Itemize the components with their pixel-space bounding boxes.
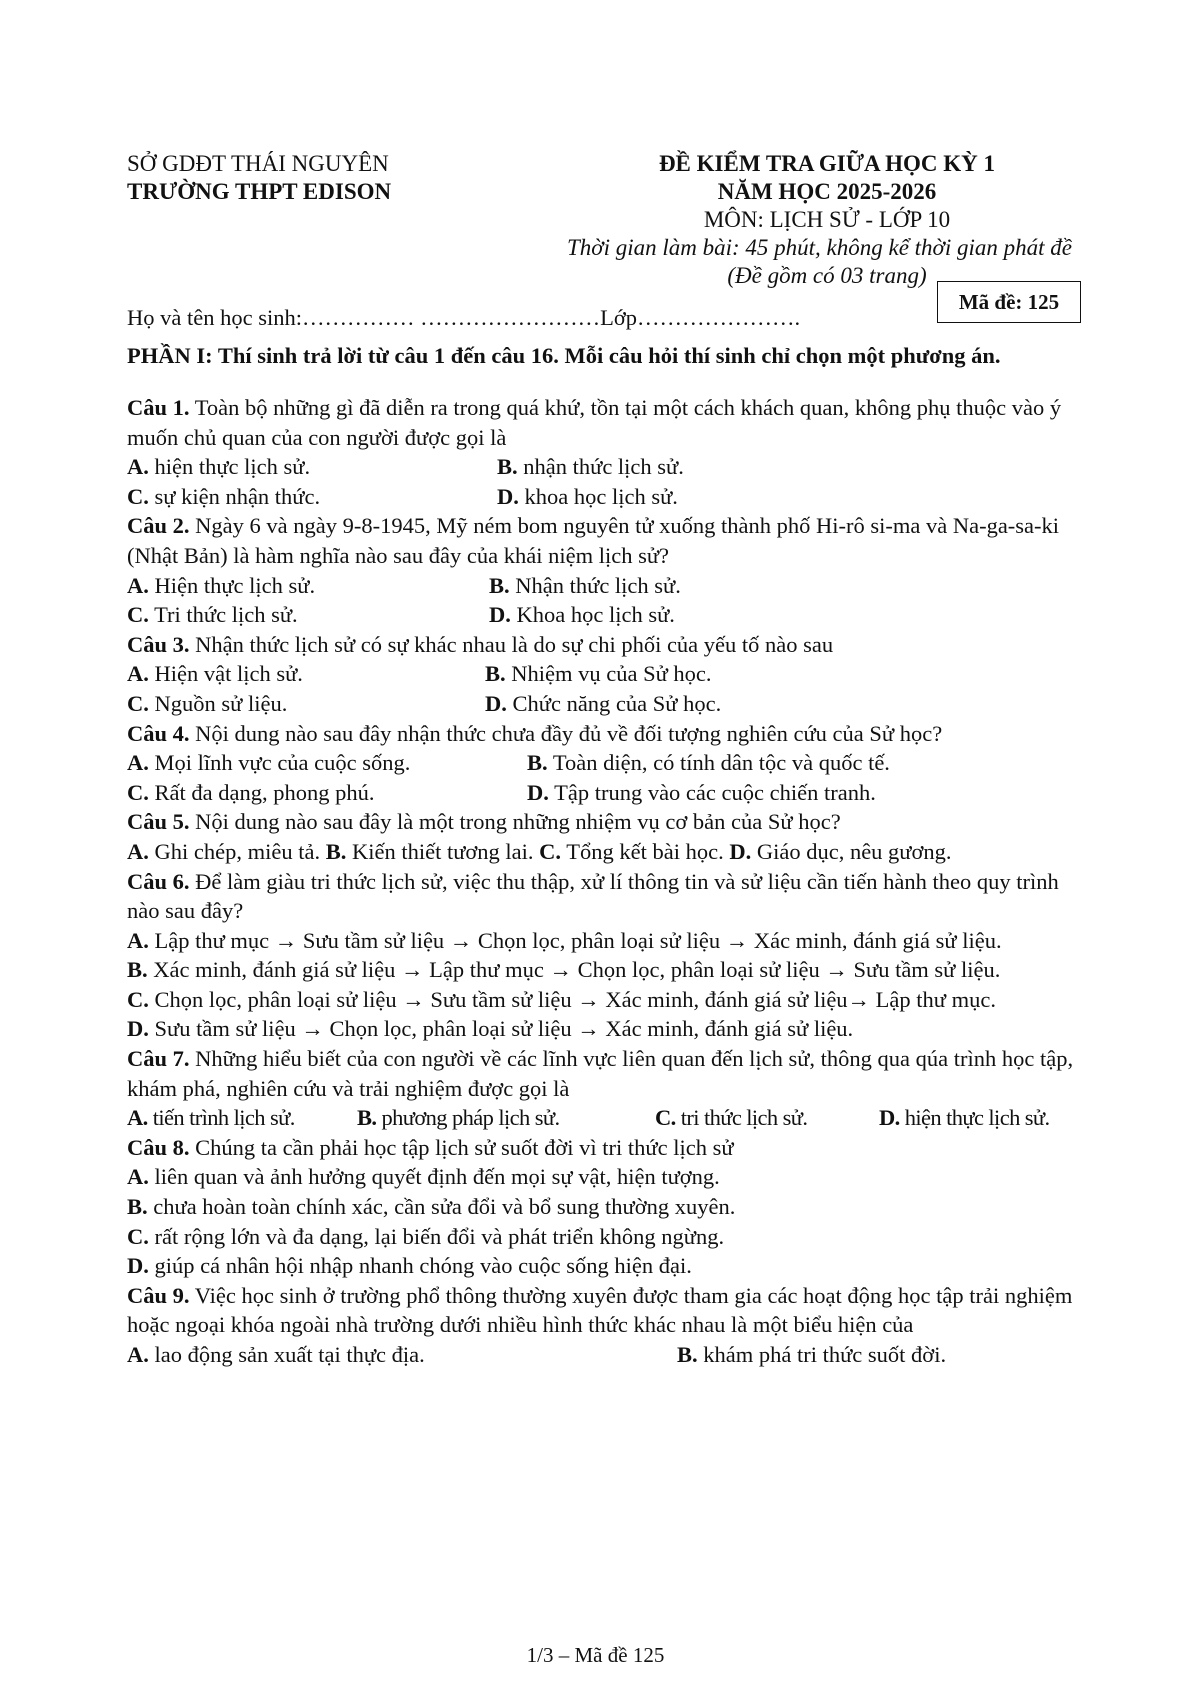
- option-a[interactable]: A. Mọi lĩnh vực của cuộc sống.: [127, 750, 411, 776]
- question-number: Câu 7.: [127, 1046, 190, 1072]
- option-b[interactable]: B. Xác minh, đánh giá sử liệu → Lập thư mục → Chọn lọc, phân loại sử liệu → Sưu tầm sử liệu.: [127, 957, 1001, 983]
- question-number: Câu 6.: [127, 868, 190, 894]
- subject-line: MÔN: LỊCH SỬ - LỚP 10: [703, 207, 951, 232]
- school-name: TRƯỜNG THPT EDISON: [127, 179, 392, 204]
- option-a[interactable]: A. tiến trình lịch sử.: [127, 1105, 295, 1131]
- option-c[interactable]: C. Nguồn sử liệu.: [127, 690, 288, 716]
- option-a[interactable]: A. Hiện thực lịch sử.: [127, 572, 316, 598]
- option-b[interactable]: B. nhận thức lịch sử.: [497, 454, 684, 480]
- exam-title: ĐỀ KIỂM TRA GIỮA HỌC KỲ 1: [658, 151, 996, 176]
- time-line: Thời gian làm bài: 45 phút, không kể thời gian phát đề: [567, 235, 1072, 260]
- question-5: [127, 807, 1087, 866]
- student-name-line: Họ và tên học sinh:…………… ……………………Lớp………………….: [127, 305, 801, 330]
- exam-code-box: Mã đề: 125: [937, 281, 1081, 323]
- department-name: SỞ GDĐT THÁI NGUYÊN: [127, 151, 389, 176]
- option-b[interactable]: B. Kiến thiết tương lai.: [325, 838, 534, 864]
- question-stem: Để làm giàu tri thức lịch sử, việc thu thập, xử lí thông tin và sử liệu cần tiến hành theo quy trình nào sau đây?: [127, 868, 1059, 924]
- option-b[interactable]: B. khám phá tri thức suốt đời.: [677, 1342, 947, 1367]
- option-d[interactable]: D. Chức năng của Sử học.: [485, 690, 722, 716]
- option-b[interactable]: B. phương pháp lịch sử.: [357, 1105, 560, 1131]
- question-number: Câu 9.: [127, 1282, 190, 1308]
- options-row: [127, 837, 1087, 867]
- question-stem: Nhận thức lịch sử có sự khác nhau là do sự chi phối của yếu tố nào sau: [189, 631, 834, 657]
- question-4: [127, 719, 1087, 808]
- question-stem: Chúng ta cần phải học tập lịch sử suốt đời vì tri thức lịch sử: [189, 1134, 734, 1160]
- exam-info: [527, 150, 1127, 290]
- question-2: [127, 511, 1087, 629]
- exam-page: [127, 150, 1087, 1370]
- option-d[interactable]: D. Sưu tầm sử liệu → Chọn lọc, phân loại sử liệu → Xác minh, đánh giá sử liệu.: [127, 1016, 854, 1042]
- question-stem: Việc học sinh ở trường phổ thông thường xuyên được tham gia các hoạt động học tập trải nghiệm hoặc ngoại khóa ngoài nhà trường dưới nhiều hình thức khác nhau là một biểu hiện của: [127, 1282, 1073, 1338]
- part1-title: PHẦN I: Thí sinh trả lời từ câu 1 đến câu 16. Mỗi câu hỏi thí sinh chỉ chọn một phương án.: [127, 343, 1001, 368]
- option-d[interactable]: D. Khoa học lịch sử.: [489, 602, 675, 628]
- question-stem: Ngày 6 và ngày 9-8-1945, Mỹ ném bom nguyên tử xuống thành phố Hi-rô si-ma và Na-ga-sa-ki (Nhật Bản) là hàm nghĩa nào sau đây của khái niệm lịch sử?: [127, 513, 1060, 568]
- option-d[interactable]: D. hiện thực lịch sử.: [879, 1105, 1050, 1131]
- option-a[interactable]: A. Ghi chép, miêu tả.: [127, 838, 321, 864]
- option-c[interactable]: C. Rất đa dạng, phong phú.: [127, 779, 375, 805]
- option-c[interactable]: C. Tổng kết bài học.: [539, 838, 724, 864]
- question-stem: Nội dung nào sau đây nhận thức chưa đầy đủ về đối tượng nghiên cứu của Sử học?: [189, 720, 943, 746]
- option-c[interactable]: C. rất rộng lớn và đa dạng, lại biến đổi và phát triển không ngừng.: [127, 1223, 725, 1249]
- question-1: [127, 393, 1087, 511]
- question-number: Câu 8.: [127, 1134, 190, 1160]
- option-c[interactable]: C. sự kiện nhận thức.: [127, 483, 321, 509]
- option-a[interactable]: A. Hiện vật lịch sử.: [127, 661, 303, 687]
- exam-header: [127, 150, 1087, 330]
- question-number: Câu 2.: [127, 513, 190, 539]
- question-8: [127, 1133, 1087, 1281]
- page-count: (Đề gồm có 03 trang): [727, 263, 927, 288]
- page-footer: 1/3 – Mã đề 125: [526, 1643, 665, 1667]
- option-b[interactable]: B. Toàn diện, có tính dân tộc và quốc tế.: [527, 750, 890, 776]
- option-b[interactable]: B. Nhận thức lịch sử.: [489, 572, 681, 598]
- question-stem: Những hiểu biết của con người về các lĩnh vực liên quan đến lịch sử, thông qua qúa trình học tập, khám phá, nghiên cứu và trải nghiệm được gọi là: [127, 1046, 1074, 1101]
- question-6: [127, 867, 1087, 1045]
- school-year: NĂM HỌC 2025-2026: [717, 179, 937, 204]
- question-3: [127, 630, 1087, 719]
- question-number: Câu 3.: [127, 631, 190, 657]
- option-c[interactable]: C. Chọn lọc, phân loại sử liệu → Sưu tầm sử liệu → Xác minh, đánh giá sử liệu→ Lập thư mục.: [127, 986, 996, 1012]
- question-number: Câu 4.: [127, 720, 190, 746]
- question-number: Câu 1.: [127, 395, 190, 420]
- option-d[interactable]: D. khoa học lịch sử.: [497, 483, 678, 509]
- option-a[interactable]: A. Lập thư mục → Sưu tầm sử liệu → Chọn lọc, phân loại sử liệu → Xác minh, đánh giá sử liệu.: [127, 927, 1002, 953]
- option-b[interactable]: B. Nhiệm vụ của Sử học.: [485, 661, 712, 687]
- option-a[interactable]: A. liên quan và ảnh hưởng quyết định đến mọi sự vật, hiện tượng.: [127, 1164, 720, 1190]
- option-c[interactable]: C. Tri thức lịch sử.: [127, 602, 298, 628]
- question-stem: Toàn bộ những gì đã diễn ra trong quá khứ, tồn tại một cách khách quan, không phụ thuộc vào ý muốn chủ quan của con người được gọi là: [127, 395, 1062, 450]
- question-number: Câu 5.: [127, 809, 190, 835]
- question-9: [127, 1281, 1087, 1370]
- option-c[interactable]: C. tri thức lịch sử.: [655, 1105, 808, 1131]
- question-7: [127, 1044, 1087, 1133]
- option-d[interactable]: D. Tập trung vào các cuộc chiến tranh.: [527, 779, 876, 805]
- option-a[interactable]: A. lao động sản xuất tại thực địa.: [127, 1342, 425, 1367]
- option-d[interactable]: D. giúp cá nhân hội nhập nhanh chóng vào cuộc sống hiện đại.: [127, 1253, 692, 1279]
- option-d[interactable]: D. Giáo dục, nêu gương.: [729, 838, 952, 864]
- option-a[interactable]: A. hiện thực lịch sử.: [127, 454, 311, 480]
- question-stem: Nội dung nào sau đây là một trong những nhiệm vụ cơ bản của Sử học?: [189, 809, 841, 835]
- option-b[interactable]: B. chưa hoàn toàn chính xác, cần sửa đổi và bổ sung thường xuyên.: [127, 1194, 736, 1220]
- school-info: [127, 150, 527, 206]
